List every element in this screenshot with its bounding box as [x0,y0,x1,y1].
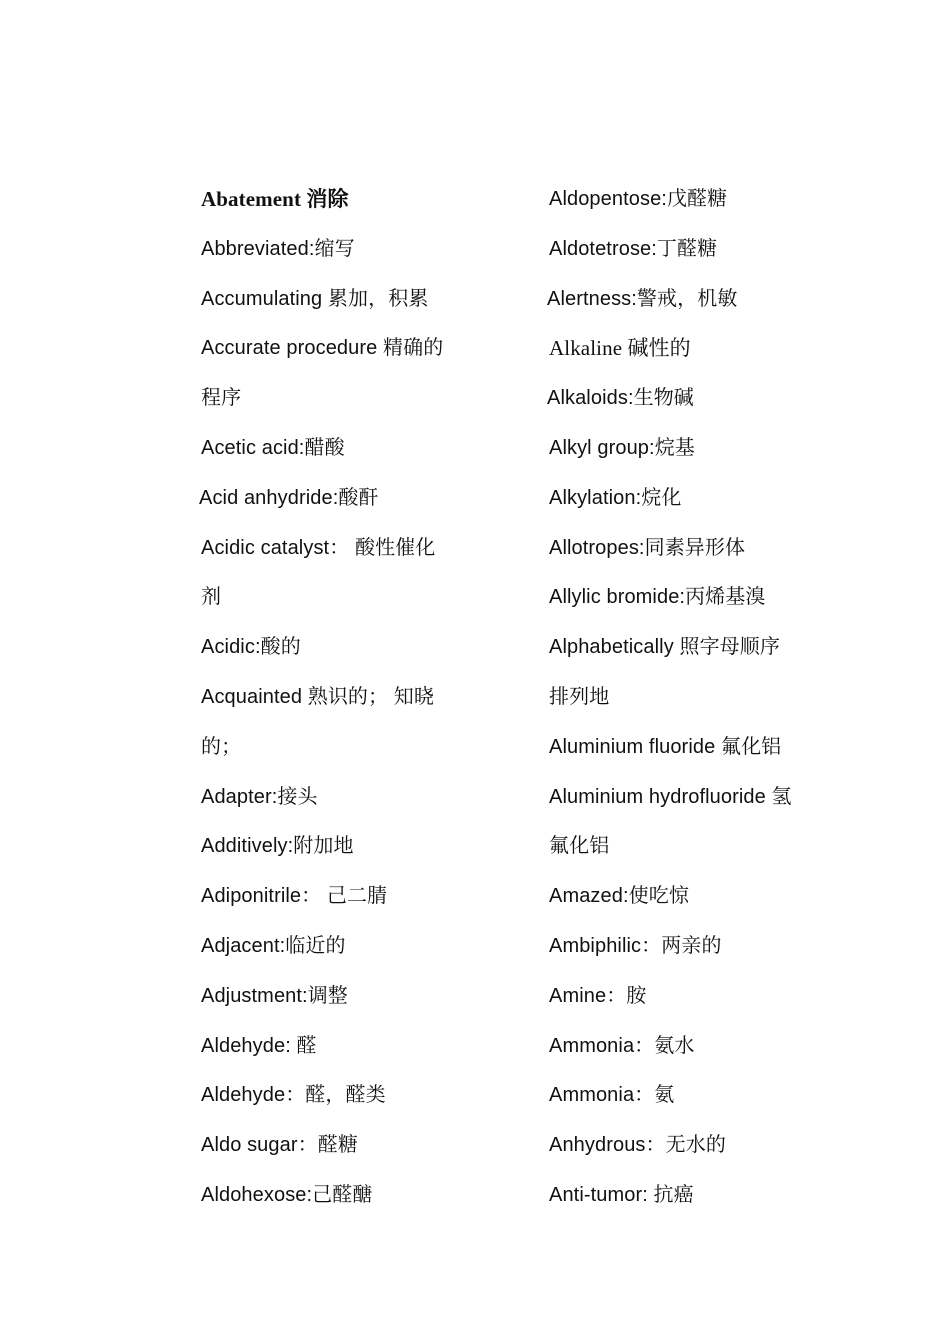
glossary-entry-ammonia-water: Ammonia：氨水 [549,1034,695,1057]
glossary-entry-alphabetically-continued: 排列地 [549,685,610,708]
glossary-entry-anti-tumor: Anti-tumor: 抗癌 [549,1183,694,1206]
glossary-entry-adjacent: Adjacent:临近的 [201,934,346,957]
glossary-entry-acquainted-continued: 的； [201,735,242,758]
glossary-left-column [201,175,463,1221]
glossary-entry-aldehyde-class: Aldehyde：醛，醛类 [201,1084,386,1107]
glossary-entry-accurate-procedure: Accurate procedure 精确的 [201,337,444,360]
glossary-entry-accurate-procedure-continued: 程序 [201,387,242,410]
glossary-entry-alkyl-group: Alkyl group:烷基 [549,436,695,459]
glossary-entry-acidic-catalyst-continued: 剂 [201,586,222,609]
glossary-entry-accumulating: Accumulating 累加，积累 [201,287,429,310]
glossary-entry-aldo-sugar: Aldo sugar：醛糖 [201,1134,358,1157]
glossary-entry-ambiphilic: Ambiphilic：两亲的 [549,934,722,957]
glossary-entry-amine: Amine：胺 [549,984,647,1007]
glossary-entry-abatement: Abatement 消除 [201,187,349,211]
glossary-entry-anhydrous: Anhydrous：无水的 [549,1134,726,1157]
glossary-entry-amazed: Amazed:使吃惊 [549,885,689,908]
glossary-entry-allotropes: Allotropes:同素异形体 [549,536,746,559]
glossary-entry-acetic-acid: Acetic acid:醋酸 [201,436,345,459]
glossary-entry-aldohexose: Aldohexose:己醛醣 [201,1183,373,1206]
glossary-entry-alphabetically: Alphabetically 照字母顺序 [549,636,780,659]
glossary-entry-aldotetrose: Aldotetrose:丁醛糖 [549,237,718,260]
glossary-entry-acidic-catalyst: Acidic catalyst： 酸性催化 [201,536,436,559]
glossary-entry-alkaline: Alkaline 碱性的 [549,336,691,361]
glossary-entry-aluminium-hydrofluoride-continued: 氟化铝 [549,835,610,858]
glossary-entry-abbreviated: Abbreviated:缩写 [201,237,355,260]
glossary-entry-ammonia: Ammonia：氨 [549,1084,675,1107]
glossary-entry-adiponitrile: Adiponitrile： 己二腈 [201,885,388,908]
glossary-entry-alertness: Alertness:警戒，机敏 [547,287,738,310]
glossary-entry-alkaloids: Alkaloids:生物碱 [547,387,694,410]
glossary-entry-acid-anhydride: Acid anhydride:酸酐 [199,486,379,509]
glossary-entry-aluminium-fluoride: Aluminium fluoride 氟化铝 [549,735,782,758]
glossary-entry-adapter: Adapter:接头 [201,785,318,808]
glossary-entry-acquainted: Acquainted 熟识的； 知晓 [201,685,434,708]
glossary-entry-adjustment: Adjustment:调整 [201,984,348,1007]
glossary-right-column [549,175,811,1221]
glossary-entry-allylic-bromide: Allylic bromide:丙烯基溴 [549,586,766,609]
glossary-entry-acidic: Acidic:酸的 [201,636,301,659]
glossary-entry-aluminium-hydrofluoride: Aluminium hydrofluoride 氢 [549,785,792,808]
glossary-entry-alkylation: Alkylation:烷化 [549,486,682,509]
glossary-entry-additively: Additively:附加地 [201,835,354,858]
glossary-entry-aldehyde: Aldehyde: 醛 [201,1034,317,1057]
glossary-entry-aldopentose: Aldopentose:戊醛糖 [549,188,728,210]
